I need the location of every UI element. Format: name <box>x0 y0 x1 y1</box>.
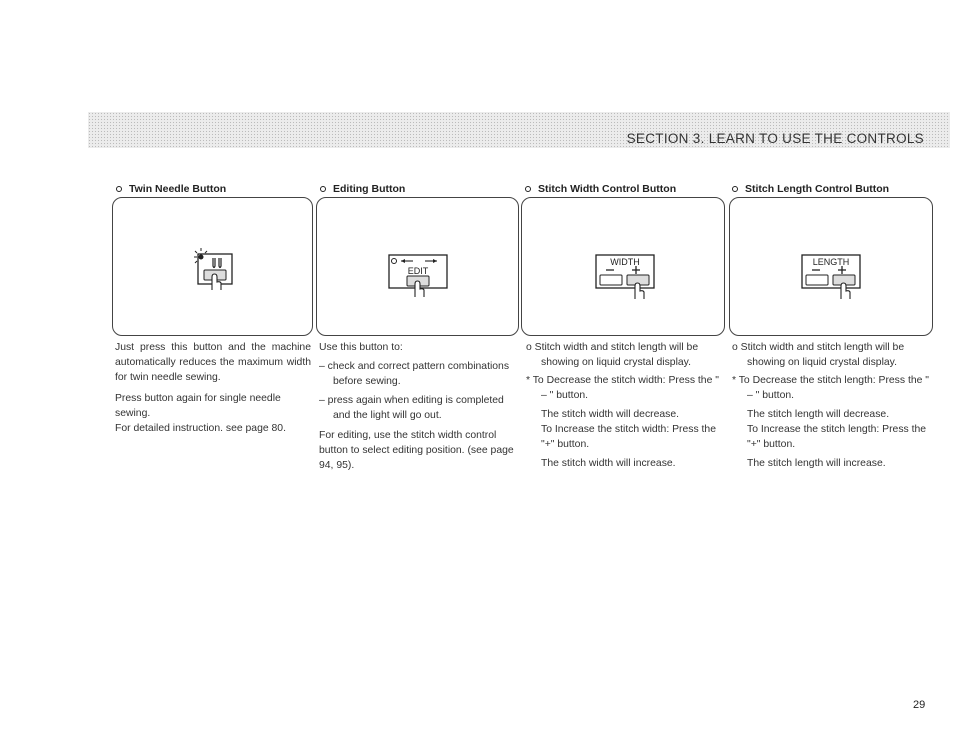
stitch-width-panel <box>521 197 725 336</box>
stitch-width-text: o Stitch width and stitch length will be showing on liquid crystal display. * To Decrease the stitch width: Press the " – " button. The stitch width will decrease. To Increase the stitch width: Press the "+" button. The stitch width will increase. <box>526 342 719 469</box>
stitch-length-heading: Stitch Length Control Button <box>731 182 931 196</box>
twin-needle-heading-row <box>115 182 315 196</box>
edit-button-illustration <box>387 253 451 299</box>
editing-heading: Editing Button <box>319 182 519 196</box>
page-number: 29 <box>913 699 926 711</box>
bullet-icon <box>732 186 738 192</box>
length-label: LENGTH <box>812 257 850 267</box>
twin-needle-panel <box>112 197 313 336</box>
section-banner <box>88 112 950 148</box>
twin-needle-button-illustration <box>188 246 240 292</box>
length-button-illustration <box>800 253 864 301</box>
editing-panel <box>316 197 519 336</box>
bullet-icon <box>320 186 326 192</box>
edit-label: EDIT <box>407 266 429 276</box>
stitch-length-text: o Stitch width and stitch length will be showing on liquid crystal display. * To Decrease the stitch length: Press the " – " button. The stitch length will decrease. To Increase the stitch length: Press the "+" button. The stitch length will increase. <box>732 342 929 469</box>
section-title: SECTION 3. LEARN TO USE THE CONTROLS <box>626 131 924 146</box>
bullet-icon <box>116 186 122 192</box>
stitch-width-heading: Stitch Width Control Button <box>524 182 724 196</box>
editing-text: Use this button to: – check and correct pattern combinations before sewing. – press again when editing is completed and the light will go out. For editing, use the stitch width control button to select editing position. (see page 94, 95). <box>319 342 514 471</box>
editing-heading-row <box>319 182 519 196</box>
twin-needle-heading: Twin Needle Button <box>115 182 315 196</box>
stitch-width-heading-row <box>524 182 724 196</box>
stitch-length-heading-row <box>731 182 931 196</box>
bullet-icon <box>525 186 531 192</box>
width-label: WIDTH <box>610 257 640 267</box>
width-button-illustration <box>594 253 658 301</box>
stitch-length-panel <box>729 197 933 336</box>
twin-needle-text: Just press this button and the machine automatically reduces the maximum width for twin needle sewing. Press button again for single needle sewing. For detailed instruction. see page 80. <box>115 342 311 434</box>
